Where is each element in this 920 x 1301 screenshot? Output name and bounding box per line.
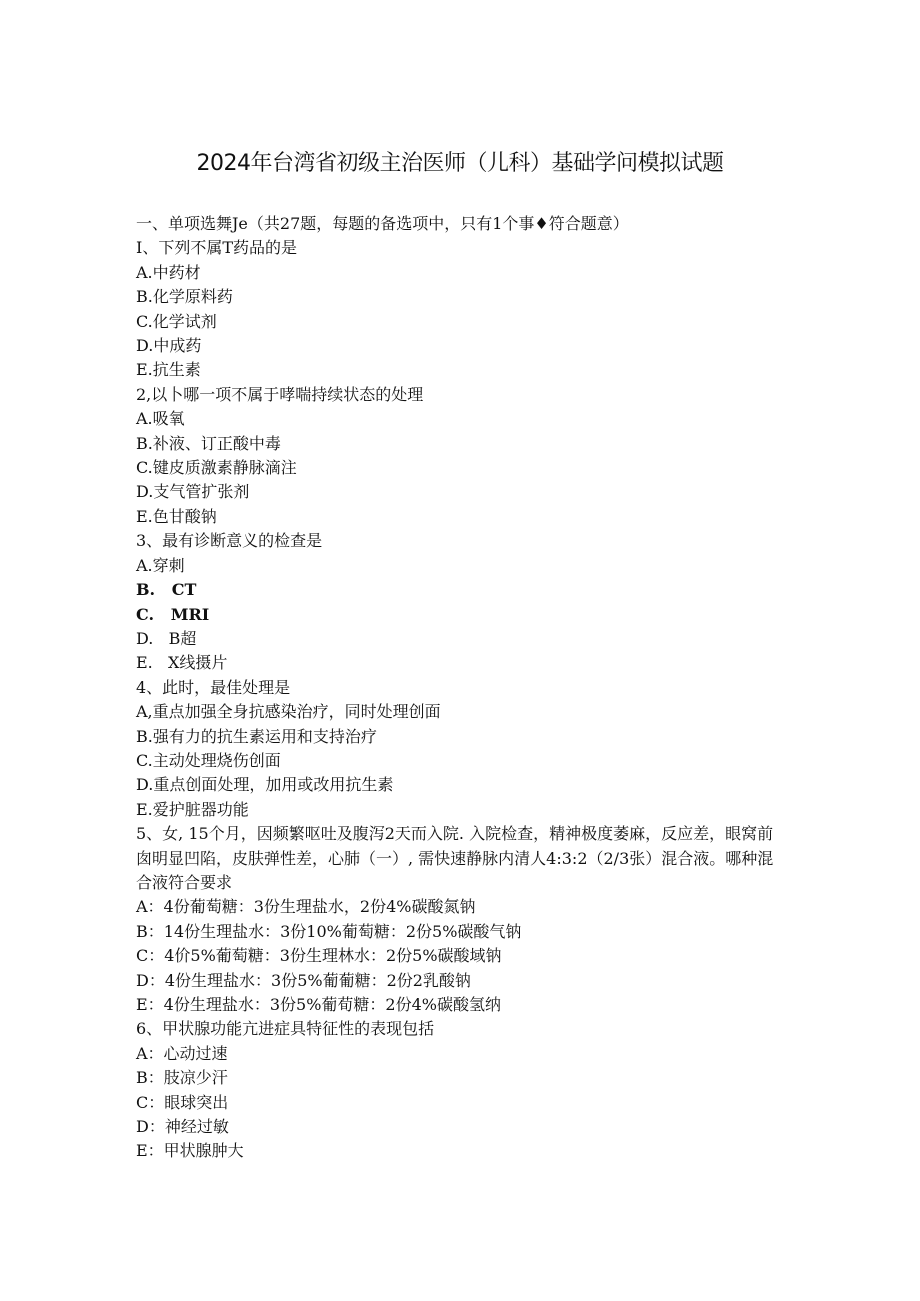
question-stem: 6、甲状腺功能亢进症具特征性的表现包括	[136, 1019, 435, 1039]
option: B.化学原料药	[136, 287, 233, 307]
option: B：14份生理盐水：3份10%葡萄糖：2份5%碳酸气钠	[136, 921, 522, 941]
option: E.抗生素	[136, 360, 201, 380]
option: E.色甘酸钠	[136, 506, 217, 526]
option: D：神经过敏	[136, 1117, 229, 1137]
document-title: 2024年台湾省初级主治医师（儿科）基础学问模拟试题	[196, 151, 724, 176]
option: D.支气管扩张剂	[136, 482, 250, 502]
option: C.主动处理烧伤创面	[136, 750, 281, 770]
section-header: 一、单项选舞Je（共27题，每题的备选项中，只有1个事♦符合题意）	[136, 214, 629, 233]
question-stem: I、下列不属T药品的是	[136, 238, 297, 258]
option: E. X线摄片	[136, 653, 228, 673]
option: C.化学试剂	[136, 311, 217, 331]
question-stem: 2,以卜哪一项不属于哮喘持续状态的处理	[136, 384, 424, 404]
option: D. B超	[136, 628, 197, 648]
option: C.键皮质激素静脉滴注	[136, 458, 297, 478]
option: A,重点加强全身抗感染治疗，同时处理创面	[136, 702, 441, 722]
option: B：肢凉少汗	[136, 1068, 228, 1088]
option: A.穿刺	[136, 555, 185, 575]
option: D：4份生理盐水：3份5%葡葡糖：2份2乳酸钠	[136, 970, 471, 990]
option: D.中成药	[136, 336, 202, 356]
option: A：心动过速	[136, 1043, 228, 1063]
question-stem: 4、此时，最佳处理是	[136, 677, 291, 697]
question-stem: 5、女, 15个月，因频繁呕吐及腹泻2天而入院. 入院检查，精神极度萎麻，反应差，眼窝前囱明显凹陷，皮肤弹性差，心肺（一）, 需快速静脉内清人4:3:2（2/3张）混合液。哪种混合液符合要求	[136, 824, 774, 892]
option: C. MRI	[136, 604, 210, 624]
option: A：4份葡萄糖：3份生理盐水，2份4%碳酸氮钠	[136, 897, 476, 917]
question-stem: 3、最有诊断意义的检查是	[136, 531, 323, 551]
option: E：4份生理盐水：3份5%葡荀糖：2份4%碳酸氢纳	[136, 995, 501, 1014]
option: B. CT	[136, 580, 197, 600]
option: E.爱护脏器功能	[136, 799, 249, 819]
option: D.重点创面处理，加用或改用抗生素	[136, 775, 394, 795]
document-body	[136, 212, 796, 1164]
option: A.中药材	[136, 262, 201, 282]
option: E：甲状腺肿大	[136, 1141, 244, 1161]
option: C：4价5%葡萄糖：3份生理林水：2份5%碳酸域钠	[136, 946, 502, 966]
option: B.强有力的抗生素运用和支持治疗	[136, 726, 377, 746]
option: B.补液、订正酸中毒	[136, 433, 281, 453]
option: A.吸氧	[136, 409, 185, 429]
option: C：眼球突出	[136, 1092, 229, 1112]
